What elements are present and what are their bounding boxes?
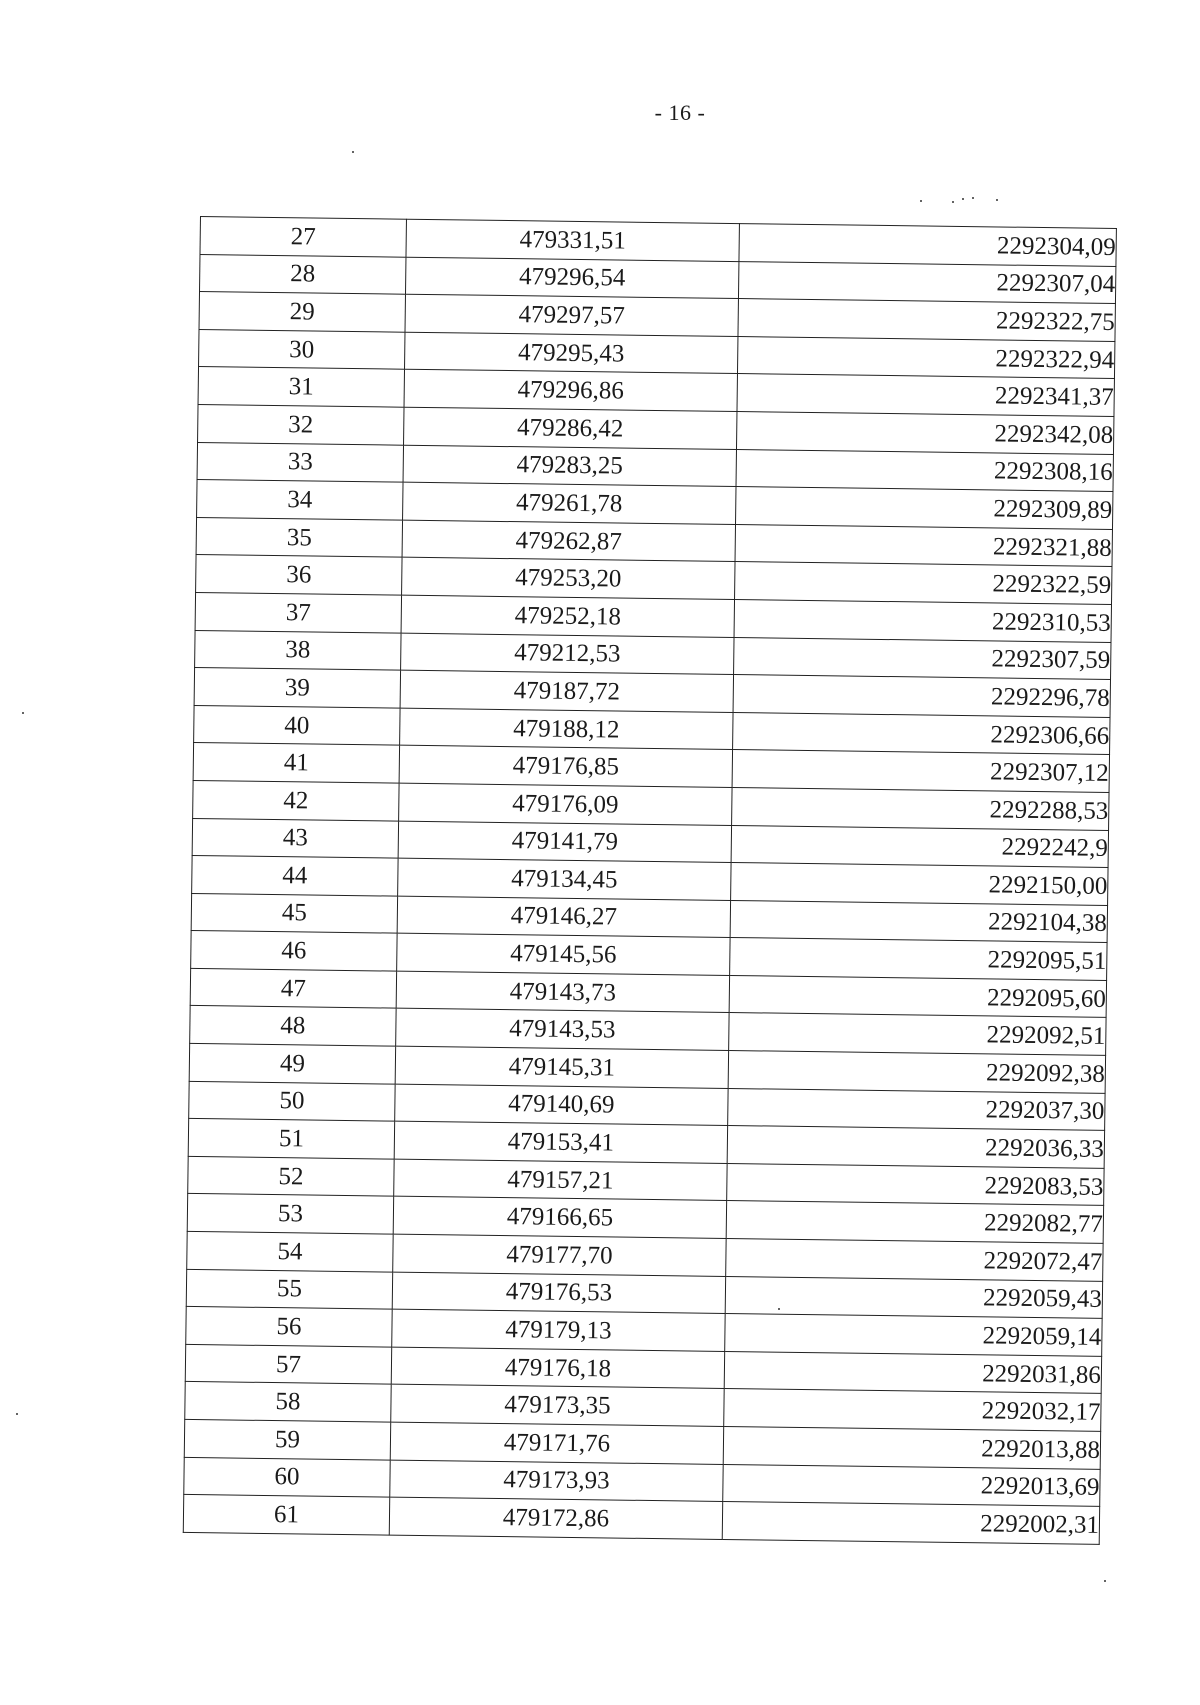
point-number-cell: 36 — [196, 555, 402, 595]
scan-speck — [920, 200, 922, 202]
y-coordinate-cell: 2292059,14 — [725, 1314, 1102, 1357]
point-number-cell: 51 — [188, 1119, 394, 1159]
x-coordinate-cell: 479331,51 — [406, 219, 739, 261]
x-coordinate-cell: 479188,12 — [400, 708, 733, 750]
x-coordinate-cell: 479153,41 — [394, 1121, 727, 1163]
y-coordinate-cell: 2292002,31 — [722, 1502, 1099, 1545]
point-number-cell: 53 — [187, 1194, 393, 1234]
x-coordinate-cell: 479286,42 — [404, 407, 737, 449]
y-coordinate-cell: 2292304,09 — [739, 224, 1116, 267]
point-number-cell: 44 — [192, 856, 398, 896]
x-coordinate-cell: 479140,69 — [395, 1084, 728, 1126]
point-number-cell: 32 — [198, 404, 404, 444]
point-number-cell: 60 — [184, 1457, 390, 1497]
coordinates-table — [183, 216, 1117, 1545]
point-number-cell: 45 — [191, 893, 397, 933]
y-coordinate-cell: 2292095,60 — [729, 975, 1106, 1018]
y-coordinate-cell: 2292092,38 — [728, 1051, 1105, 1094]
y-coordinate-cell: 2292307,04 — [738, 261, 1115, 304]
x-coordinate-cell: 479253,20 — [402, 558, 735, 600]
point-number-cell: 37 — [195, 592, 401, 632]
y-coordinate-cell: 2292307,12 — [732, 750, 1109, 793]
y-coordinate-cell: 2292150,00 — [731, 863, 1108, 906]
y-coordinate-cell: 2292322,59 — [735, 562, 1112, 605]
point-number-cell: 28 — [200, 254, 406, 294]
x-coordinate-cell: 479176,09 — [399, 783, 732, 825]
point-number-cell: 54 — [187, 1231, 393, 1271]
x-coordinate-cell: 479187,72 — [400, 670, 733, 712]
coordinates-table-wrapper — [183, 216, 1117, 1545]
x-coordinate-cell: 479176,85 — [399, 745, 732, 787]
x-coordinate-cell: 479252,18 — [401, 595, 734, 637]
x-coordinate-cell: 479157,21 — [394, 1159, 727, 1201]
y-coordinate-cell: 2292341,37 — [737, 374, 1114, 417]
point-number-cell: 40 — [194, 705, 400, 745]
y-coordinate-cell: 2292013,88 — [723, 1426, 1100, 1469]
x-coordinate-cell: 479173,93 — [390, 1460, 723, 1502]
y-coordinate-cell: 2292321,88 — [735, 524, 1112, 567]
x-coordinate-cell: 479143,53 — [396, 1009, 729, 1051]
x-coordinate-cell: 479145,56 — [397, 933, 730, 975]
point-number-cell: 39 — [194, 668, 400, 708]
x-coordinate-cell: 479166,65 — [393, 1197, 726, 1239]
x-coordinate-cell: 479176,53 — [392, 1272, 725, 1314]
y-coordinate-cell: 2292342,08 — [736, 412, 1113, 455]
x-coordinate-cell: 479171,76 — [390, 1422, 723, 1464]
y-coordinate-cell: 2292083,53 — [727, 1163, 1104, 1206]
y-coordinate-cell: 2292092,51 — [729, 1013, 1106, 1056]
x-coordinate-cell: 479262,87 — [402, 520, 735, 562]
x-coordinate-cell: 479212,53 — [401, 633, 734, 675]
x-coordinate-cell: 479141,79 — [398, 821, 731, 863]
x-coordinate-cell: 479145,31 — [395, 1046, 728, 1088]
point-number-cell: 35 — [196, 517, 402, 557]
y-coordinate-cell: 2292322,75 — [738, 299, 1115, 342]
point-number-cell: 38 — [195, 630, 401, 670]
point-number-cell: 41 — [193, 743, 399, 783]
scan-speck — [22, 712, 24, 714]
y-coordinate-cell: 2292072,47 — [726, 1239, 1103, 1282]
scan-speck — [352, 151, 354, 153]
y-coordinate-cell: 2292288,53 — [732, 787, 1109, 830]
point-number-cell: 50 — [189, 1081, 395, 1121]
point-number-cell: 46 — [191, 931, 397, 971]
x-coordinate-cell: 479179,13 — [392, 1309, 725, 1351]
point-number-cell: 61 — [183, 1495, 389, 1535]
y-coordinate-cell: 2292037,30 — [728, 1088, 1105, 1131]
point-number-cell: 31 — [198, 367, 404, 407]
point-number-cell: 52 — [188, 1156, 394, 1196]
scan-speck — [972, 197, 974, 199]
point-number-cell: 48 — [190, 1006, 396, 1046]
x-coordinate-cell: 479143,73 — [396, 971, 729, 1013]
scan-speck — [962, 198, 964, 200]
point-number-cell: 34 — [197, 480, 403, 520]
y-coordinate-cell: 2292082,77 — [726, 1201, 1103, 1244]
y-coordinate-cell: 2292307,59 — [734, 637, 1111, 680]
x-coordinate-cell: 479176,18 — [391, 1347, 724, 1389]
coordinates-table-body — [183, 217, 1116, 1545]
point-number-cell: 49 — [189, 1043, 395, 1083]
x-coordinate-cell: 479261,78 — [403, 482, 736, 524]
y-coordinate-cell: 2292095,51 — [730, 938, 1107, 981]
y-coordinate-cell: 2292306,66 — [733, 712, 1110, 755]
point-number-cell: 43 — [192, 818, 398, 858]
point-number-cell: 57 — [185, 1344, 391, 1384]
y-coordinate-cell: 2292309,89 — [736, 487, 1113, 530]
y-coordinate-cell: 2292104,38 — [730, 900, 1107, 943]
x-coordinate-cell: 479295,43 — [405, 332, 738, 374]
x-coordinate-cell: 479296,54 — [405, 257, 738, 299]
x-coordinate-cell: 479283,25 — [403, 445, 736, 487]
point-number-cell: 58 — [185, 1382, 391, 1422]
point-number-cell: 59 — [184, 1419, 390, 1459]
x-coordinate-cell: 479146,27 — [397, 896, 730, 938]
y-coordinate-cell: 2292310,53 — [734, 599, 1111, 642]
scan-speck — [1104, 1580, 1106, 1582]
y-coordinate-cell: 2292036,33 — [727, 1126, 1104, 1169]
x-coordinate-cell: 479297,57 — [405, 294, 738, 336]
y-coordinate-cell: 2292308,16 — [736, 449, 1113, 492]
point-number-cell: 47 — [190, 968, 396, 1008]
point-number-cell: 30 — [199, 329, 405, 369]
x-coordinate-cell: 479296,86 — [404, 370, 737, 412]
point-number-cell: 29 — [199, 292, 405, 332]
point-number-cell: 42 — [193, 780, 399, 820]
point-number-cell: 55 — [186, 1269, 392, 1309]
scan-speck — [952, 201, 954, 203]
y-coordinate-cell: 2292322,94 — [737, 336, 1114, 379]
x-coordinate-cell: 479177,70 — [393, 1234, 726, 1276]
y-coordinate-cell: 2292031,86 — [724, 1351, 1101, 1394]
point-number-cell: 27 — [200, 217, 406, 257]
y-coordinate-cell: 2292059,43 — [725, 1276, 1102, 1319]
x-coordinate-cell: 479134,45 — [398, 858, 731, 900]
point-number-cell: 33 — [197, 442, 403, 482]
x-coordinate-cell: 479173,35 — [391, 1385, 724, 1427]
y-coordinate-cell: 2292242,9 — [731, 825, 1108, 868]
x-coordinate-cell: 479172,86 — [389, 1497, 722, 1539]
scan-speck — [16, 1413, 18, 1415]
scan-speck — [996, 199, 998, 201]
y-coordinate-cell: 2292032,17 — [724, 1389, 1101, 1432]
point-number-cell: 56 — [186, 1307, 392, 1347]
page-number: - 16 - — [654, 100, 706, 125]
y-coordinate-cell: 2292013,69 — [723, 1464, 1100, 1507]
y-coordinate-cell: 2292296,78 — [733, 675, 1110, 718]
